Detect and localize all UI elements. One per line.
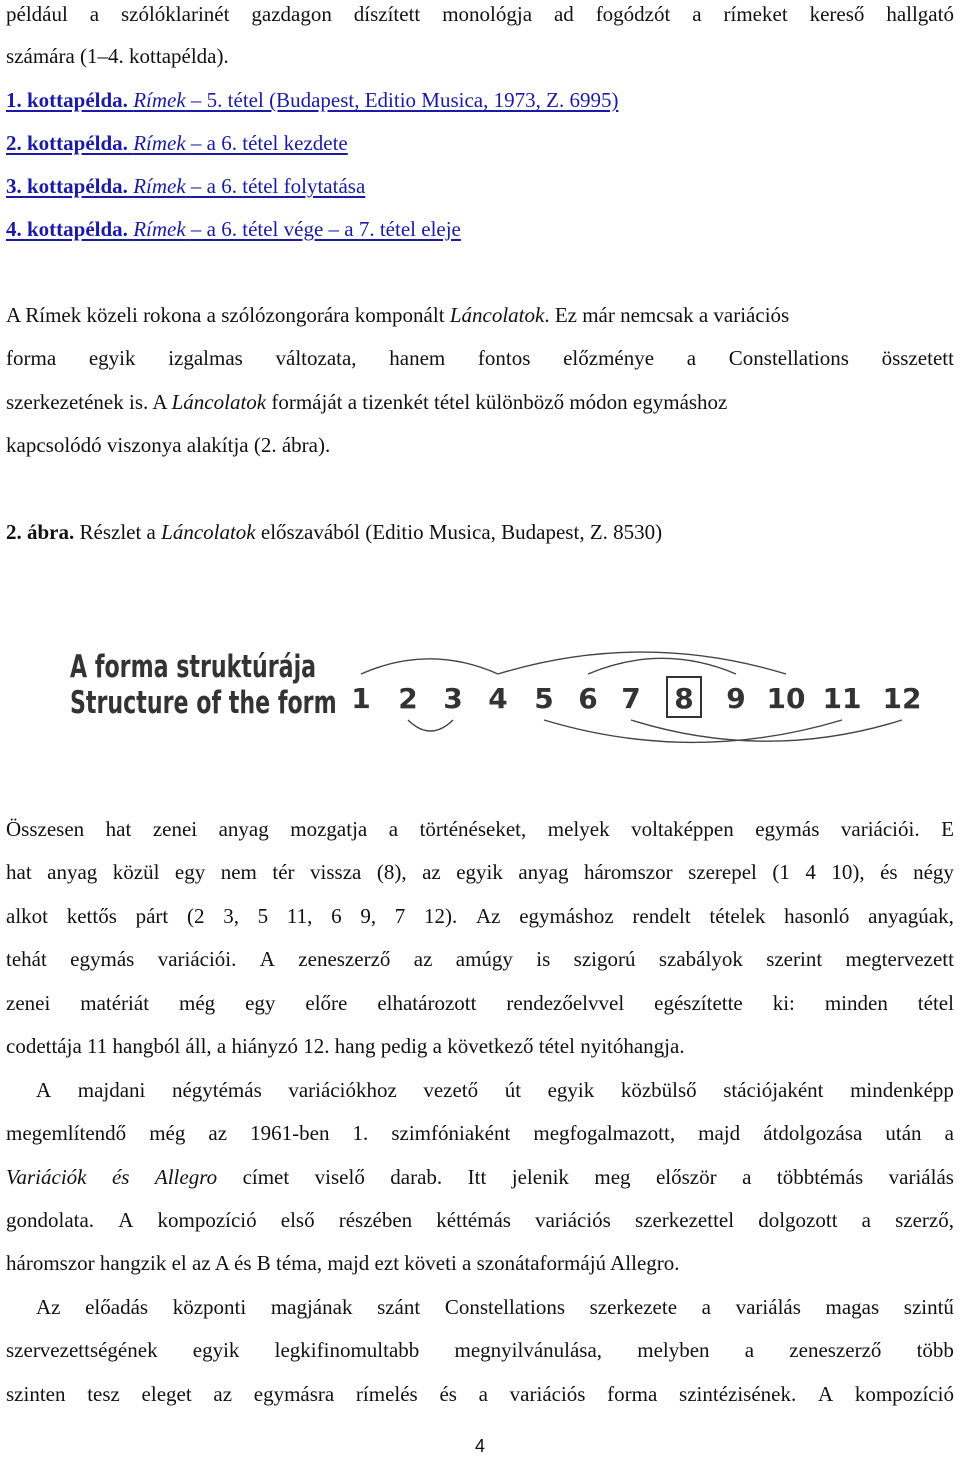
word: fontos bbox=[477, 346, 531, 370]
word: 5 bbox=[257, 904, 269, 928]
word: variációi. bbox=[157, 947, 237, 971]
word: meg bbox=[594, 1165, 631, 1189]
word: egyik bbox=[192, 1338, 240, 1362]
word: variációs bbox=[509, 1382, 586, 1406]
para2-line-5 bbox=[6, 990, 954, 1016]
word: közbülső bbox=[620, 1078, 697, 1102]
movement-number-9: 9 bbox=[726, 682, 746, 715]
word: forma bbox=[607, 1382, 658, 1406]
word: megnyilvánulása, bbox=[454, 1338, 603, 1362]
word: Constellations bbox=[444, 1295, 565, 1319]
word: szánt bbox=[377, 1295, 421, 1319]
word: tételek bbox=[709, 904, 766, 928]
para1-line-3 bbox=[6, 389, 954, 415]
para3-line-1 bbox=[36, 1077, 954, 1103]
form-structure-figure bbox=[4, 560, 956, 756]
word: majdani bbox=[77, 1078, 146, 1102]
example-link-4[interactable] bbox=[6, 217, 461, 241]
word: Variációk bbox=[6, 1165, 87, 1189]
word: szerepel bbox=[688, 860, 757, 884]
word: az bbox=[422, 860, 441, 884]
word: 12). bbox=[424, 904, 458, 928]
word: megtervezett bbox=[845, 947, 954, 971]
word: a bbox=[692, 2, 702, 26]
word: A bbox=[259, 947, 275, 971]
word: több bbox=[916, 1338, 954, 1362]
word: többtémás bbox=[776, 1165, 864, 1189]
movement-number-12: 12 bbox=[882, 682, 922, 715]
movement-number-11: 11 bbox=[822, 682, 862, 715]
word: szerző, bbox=[895, 1208, 954, 1232]
word: variálás bbox=[888, 1165, 954, 1189]
word: előadás bbox=[85, 1295, 149, 1319]
word: szimfóniaként bbox=[391, 1121, 511, 1145]
word: (2 bbox=[186, 904, 205, 928]
word: út bbox=[504, 1078, 522, 1102]
word: mozgatja bbox=[290, 817, 368, 841]
word: variációkhoz bbox=[288, 1078, 397, 1102]
word: legkifinomultabb bbox=[274, 1338, 420, 1362]
word: részében bbox=[338, 1208, 413, 1232]
word: első bbox=[280, 1208, 315, 1232]
example-1[interactable] bbox=[6, 87, 954, 113]
word: a bbox=[744, 1338, 755, 1362]
word: hat bbox=[105, 817, 132, 841]
word: egymáshoz bbox=[519, 904, 614, 928]
word: minden bbox=[824, 991, 888, 1015]
word: rímelés bbox=[355, 1382, 418, 1406]
word: egymásra bbox=[253, 1382, 335, 1406]
work-title: Láncolatok bbox=[161, 520, 256, 544]
word: szintű bbox=[903, 1295, 954, 1319]
word: párt bbox=[135, 904, 169, 928]
word: megfogalmazott, bbox=[533, 1121, 676, 1145]
text-run: formáját a tizenkét tétel különböző módon egymáshoz bbox=[266, 390, 728, 414]
work-title: Láncolatok bbox=[449, 303, 545, 327]
word: átdolgozása bbox=[763, 1121, 863, 1145]
word: A bbox=[118, 1208, 134, 1232]
word: és bbox=[439, 1382, 457, 1406]
word: után bbox=[885, 1121, 922, 1145]
word: rendelt bbox=[632, 904, 691, 928]
intro-line-1 bbox=[6, 1, 954, 27]
example-3[interactable] bbox=[6, 173, 954, 199]
para2-line-3 bbox=[6, 903, 954, 929]
word: zenei bbox=[152, 817, 198, 841]
word: stációjaként bbox=[723, 1078, 824, 1102]
word: nem bbox=[220, 860, 257, 884]
word: magjának bbox=[270, 1295, 353, 1319]
example-link-3[interactable] bbox=[6, 174, 365, 198]
para3-line-5: háromszor hangzik el az A és B téma, majd ezt követi a szonátaformájú Allegro. bbox=[6, 1251, 680, 1275]
word: hallgató bbox=[886, 2, 954, 26]
example-label: 3. kottapélda. bbox=[6, 174, 128, 198]
word: összetett bbox=[881, 346, 954, 370]
example-2[interactable] bbox=[6, 130, 954, 156]
figure-title-hu: A forma struktúrája bbox=[70, 649, 317, 686]
example-label: 1. kottapélda. bbox=[6, 88, 128, 112]
word: háromszor bbox=[583, 860, 673, 884]
example-label: 2. kottapélda. bbox=[6, 131, 128, 155]
para3-line-4 bbox=[6, 1207, 954, 1233]
word: vezető bbox=[423, 1078, 479, 1102]
word: szerint bbox=[766, 947, 823, 971]
word: szintézisének. bbox=[679, 1382, 797, 1406]
word: szerkezete bbox=[589, 1295, 678, 1319]
word: fogódzót bbox=[595, 2, 671, 26]
word: alkot bbox=[6, 904, 48, 928]
word: anyag bbox=[218, 817, 269, 841]
text-run: A Rímek közeli rokona a szólózongorára komponált bbox=[6, 303, 450, 327]
word: kompozíció bbox=[854, 1382, 954, 1406]
word: E bbox=[941, 817, 954, 841]
word: zeneszerző bbox=[298, 947, 391, 971]
word: A bbox=[36, 1078, 52, 1102]
figure-caption bbox=[6, 519, 954, 545]
word: 11, bbox=[286, 904, 313, 928]
word: és bbox=[111, 1165, 130, 1189]
word: ad bbox=[553, 2, 574, 26]
word: gazdagon bbox=[251, 2, 332, 26]
word: a bbox=[944, 1121, 954, 1145]
para2-line-1 bbox=[6, 816, 954, 842]
word: a bbox=[478, 1382, 488, 1406]
example-link-1[interactable] bbox=[6, 88, 618, 112]
word: egymás bbox=[755, 817, 820, 841]
para4-line-1 bbox=[36, 1294, 954, 1320]
word: melyek bbox=[547, 817, 610, 841]
word: szerkezettel bbox=[634, 1208, 735, 1232]
word: magas bbox=[825, 1295, 880, 1319]
word: központi bbox=[172, 1295, 247, 1319]
word: zenei bbox=[6, 991, 51, 1015]
example-4[interactable] bbox=[6, 216, 954, 242]
example-label: 4. kottapélda. bbox=[6, 217, 128, 241]
word: matériát bbox=[80, 991, 150, 1015]
page-number: 4 bbox=[474, 1436, 485, 1456]
word: előzménye bbox=[563, 346, 655, 370]
word: az bbox=[413, 947, 433, 971]
word: darab. bbox=[390, 1165, 443, 1189]
para2-line-6: codettája 11 hangból áll, a hiányzó 12. hang pedig a következő tétel nyitóhangja. bbox=[6, 1034, 685, 1058]
word: kettős bbox=[66, 904, 117, 928]
word: változata, bbox=[275, 346, 357, 370]
word: A bbox=[817, 1382, 834, 1406]
word: az bbox=[213, 1382, 233, 1406]
word: a bbox=[388, 817, 399, 841]
text-run: . Ez már nemcsak a variációs bbox=[544, 303, 790, 327]
word: kereső bbox=[809, 2, 865, 26]
word: szólóklarinét bbox=[120, 2, 230, 26]
para2-line-2 bbox=[6, 859, 954, 885]
word: vissza bbox=[310, 860, 362, 884]
word: egy bbox=[245, 991, 276, 1015]
word: díszített bbox=[353, 2, 421, 26]
word: a bbox=[701, 1295, 711, 1319]
word: 4 bbox=[805, 860, 816, 884]
word: tesz bbox=[87, 1382, 120, 1406]
word: még bbox=[179, 991, 216, 1015]
text-run: előszavából (Editio Musica, Budapest, Z. 8530) bbox=[255, 520, 663, 544]
example-work: Rímek bbox=[133, 131, 186, 155]
para1-line-2 bbox=[6, 345, 954, 371]
word: Az bbox=[36, 1295, 61, 1319]
word: az bbox=[208, 1121, 228, 1145]
word: 7 bbox=[394, 904, 406, 928]
movement-number-2: 2 bbox=[398, 682, 418, 715]
text-run: Részlet a bbox=[74, 520, 162, 544]
word: Összesen bbox=[6, 817, 85, 841]
word: 10), bbox=[831, 860, 865, 884]
word: hasonló bbox=[784, 904, 850, 928]
word: szinten bbox=[6, 1382, 66, 1406]
word: ki: bbox=[772, 991, 795, 1015]
example-text: – a 6. tétel vége – a 7. tétel eleje bbox=[190, 217, 461, 241]
word: (1 bbox=[772, 860, 790, 884]
word: először bbox=[655, 1165, 717, 1189]
word: monológja bbox=[442, 2, 533, 26]
word: szigorú bbox=[573, 947, 636, 971]
word: közül bbox=[112, 860, 160, 884]
word: voltaképpen bbox=[631, 817, 734, 841]
intro-line-2: számára (1–4. kottapélda). bbox=[6, 44, 229, 68]
word: tehát bbox=[6, 947, 47, 971]
word: anyagúak, bbox=[868, 904, 954, 928]
example-text: – a 6. tétel folytatása bbox=[190, 174, 366, 198]
example-text: – 5. tétel (Budapest, Editio Musica, 1973, Z. 6995) bbox=[190, 88, 619, 112]
word: kéttémás bbox=[436, 1208, 511, 1232]
word: 6 bbox=[331, 904, 342, 928]
word: (8), bbox=[376, 860, 407, 884]
word: egy bbox=[174, 860, 206, 884]
word: Az bbox=[475, 904, 501, 928]
para4-line-3 bbox=[6, 1381, 954, 1407]
word: viselő bbox=[314, 1165, 365, 1189]
word: gondolata. bbox=[6, 1208, 95, 1232]
para2-line-4 bbox=[6, 946, 954, 972]
word: anyag bbox=[47, 860, 98, 884]
word: variációi. bbox=[840, 817, 920, 841]
word: 1961-ben bbox=[250, 1121, 330, 1145]
word: izgalmas bbox=[168, 346, 243, 370]
para3-line-3 bbox=[6, 1164, 954, 1190]
word: elhatározott bbox=[377, 991, 477, 1015]
example-text: – a 6. tétel kezdete bbox=[190, 131, 348, 155]
word: egyik bbox=[456, 860, 503, 884]
word: hat bbox=[6, 860, 32, 884]
movement-number-7: 7 bbox=[621, 682, 641, 715]
word: zeneszerző bbox=[789, 1338, 882, 1362]
example-link-2[interactable] bbox=[6, 131, 348, 155]
movement-number-3: 3 bbox=[443, 682, 463, 715]
example-work: Rímek bbox=[133, 88, 186, 112]
word: tér bbox=[272, 860, 295, 884]
word: amúgy bbox=[455, 947, 513, 971]
word: Itt bbox=[467, 1165, 487, 1189]
word: 3, bbox=[223, 904, 239, 928]
word: a bbox=[686, 346, 697, 370]
word: majd bbox=[698, 1121, 741, 1145]
word: melyben bbox=[637, 1338, 710, 1362]
word: tétel bbox=[917, 991, 954, 1015]
word: és bbox=[880, 860, 898, 884]
word: megemlítendő bbox=[6, 1121, 127, 1145]
word: szabályok bbox=[658, 947, 743, 971]
word: rímeket bbox=[723, 2, 788, 26]
para1-line-4: kapcsolódó viszonya alakítja (2. ábra). bbox=[6, 433, 331, 457]
word: egészítette bbox=[654, 991, 743, 1015]
word: forma bbox=[6, 346, 57, 370]
word: egyik bbox=[547, 1078, 595, 1102]
caption-label: 2. ábra. bbox=[6, 520, 75, 544]
word: még bbox=[149, 1121, 186, 1145]
word: 9, bbox=[360, 904, 377, 928]
word: rendezőelvvel bbox=[506, 991, 625, 1015]
word: anyag bbox=[518, 860, 569, 884]
word: 1. bbox=[352, 1121, 369, 1145]
word: egyik bbox=[88, 346, 136, 370]
movement-number-1: 1 bbox=[351, 682, 371, 715]
para3-line-2 bbox=[6, 1120, 954, 1146]
text-run: szerkezetének is. A bbox=[6, 390, 172, 414]
word: dolgozott bbox=[758, 1208, 838, 1232]
word: variációs bbox=[535, 1208, 611, 1232]
word: például bbox=[6, 2, 68, 26]
word: a bbox=[742, 1165, 752, 1189]
movement-number-5: 5 bbox=[534, 682, 554, 715]
para1-line-1 bbox=[6, 302, 954, 328]
movement-number-6: 6 bbox=[578, 682, 598, 715]
movement-number-8: 8 bbox=[674, 682, 694, 715]
word: egymás bbox=[70, 947, 135, 971]
word: kompozíció bbox=[157, 1208, 257, 1232]
word: szervezettségének bbox=[6, 1338, 158, 1362]
word: a bbox=[861, 1208, 871, 1232]
example-work: Rímek bbox=[133, 217, 186, 241]
word: variálás bbox=[735, 1295, 801, 1319]
example-work: Rímek bbox=[133, 174, 186, 198]
para4-line-2 bbox=[6, 1337, 954, 1363]
word: négy bbox=[913, 860, 954, 884]
word: hanem bbox=[389, 346, 446, 370]
word: négytémás bbox=[171, 1078, 262, 1102]
movement-number-10: 10 bbox=[766, 682, 806, 715]
word: Allegro bbox=[154, 1165, 218, 1189]
word: eleget bbox=[141, 1382, 192, 1406]
word: történéseket, bbox=[419, 817, 527, 841]
word: előre bbox=[305, 991, 348, 1015]
word: is bbox=[536, 947, 551, 971]
word: mindenképp bbox=[850, 1078, 954, 1102]
work-title: Láncolatok bbox=[171, 390, 267, 414]
movement-number-4: 4 bbox=[488, 682, 508, 715]
word: a bbox=[89, 2, 100, 26]
word: jelenik bbox=[511, 1165, 569, 1189]
word: címet bbox=[242, 1165, 290, 1189]
word: Constellations bbox=[728, 346, 849, 370]
figure-title-en: Structure of the form bbox=[70, 685, 337, 722]
